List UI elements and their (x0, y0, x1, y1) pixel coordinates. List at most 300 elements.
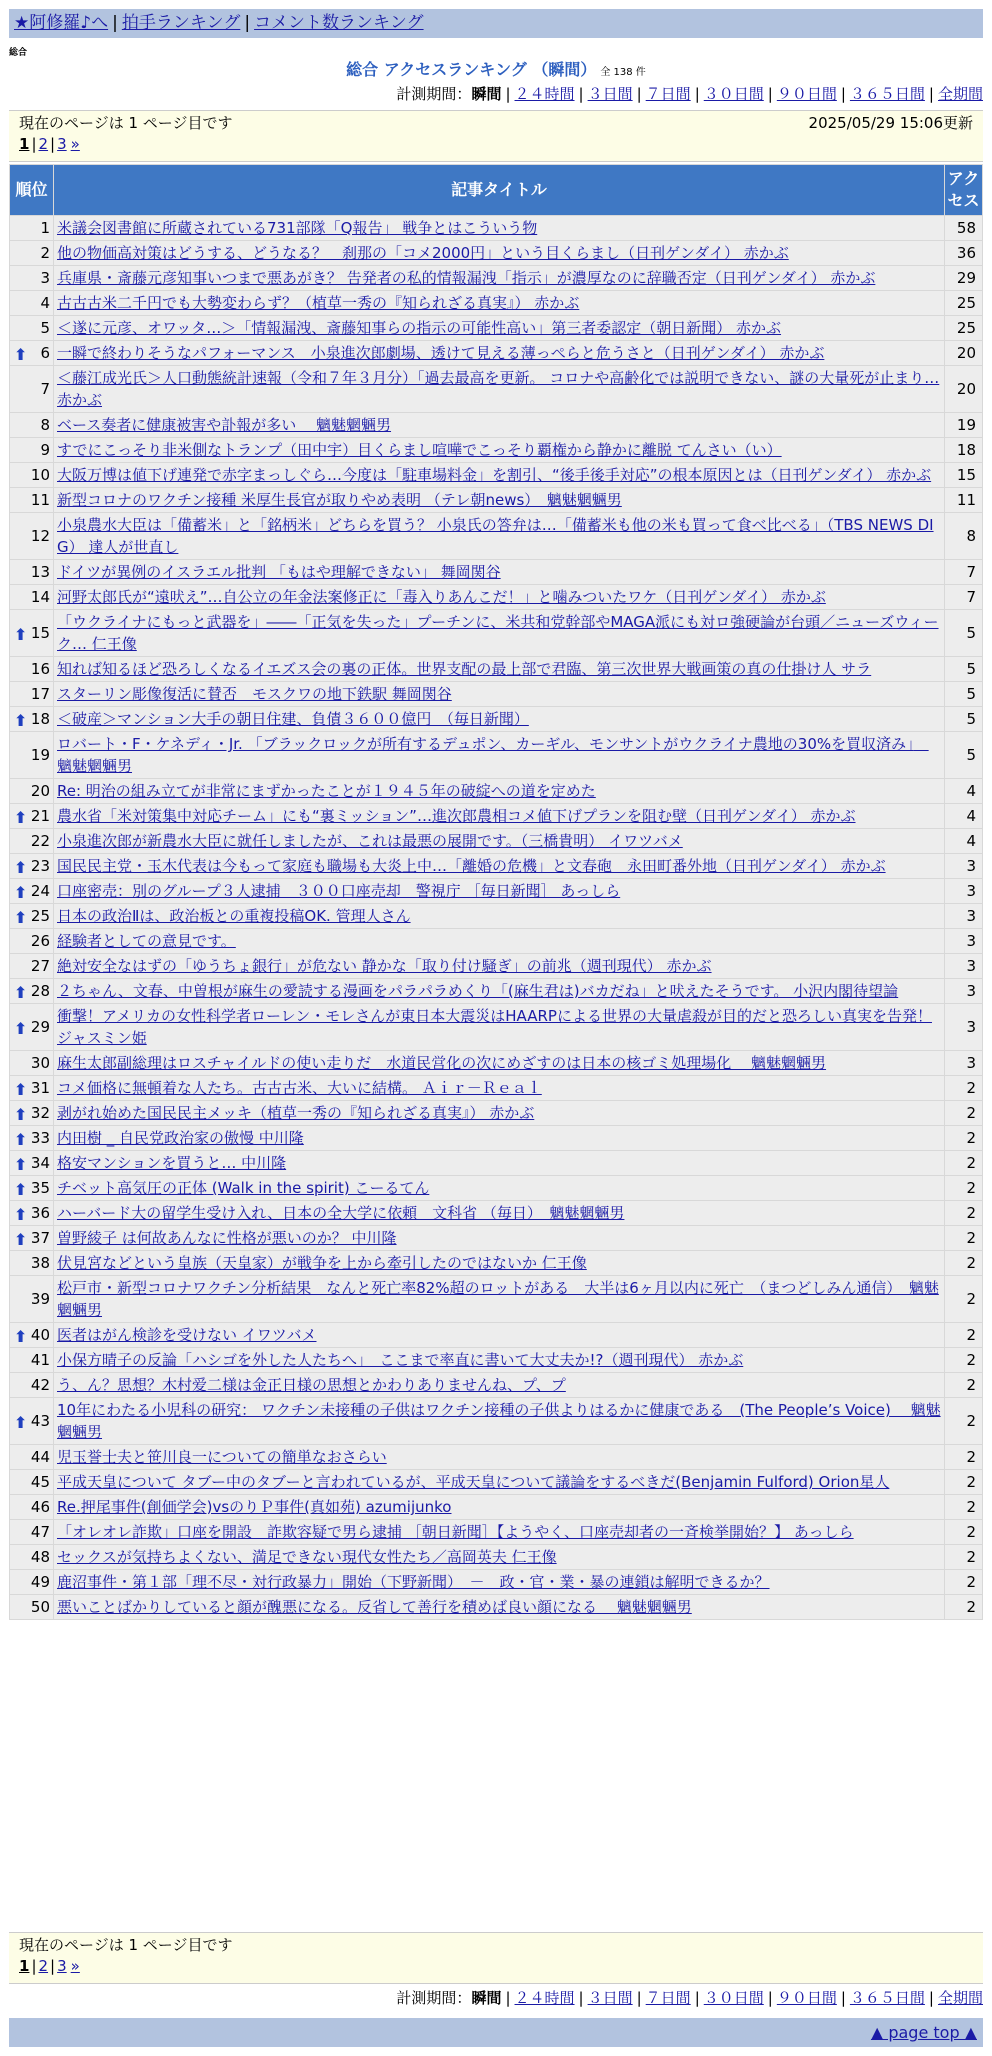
title-cell (54, 979, 945, 1004)
rank-number: 43 (30, 1412, 50, 1430)
rank-up-arrow-icon: ⬆ (14, 1180, 28, 1199)
rank-number: 26 (30, 932, 50, 950)
title-cell (54, 854, 945, 879)
rank-number: 16 (30, 660, 50, 678)
rank-cell (10, 682, 54, 707)
rank-up-arrow-icon: ⬆ (14, 858, 28, 877)
rank-number: 14 (30, 588, 50, 606)
access-count: 2 (945, 1470, 983, 1495)
article-link[interactable]: 農水省「米対策集中対応チーム」にも“裏ミッション”…進次郎農相コメ値下げプランを阻む壁（日刊ゲンダイ） 赤かぶ (57, 807, 856, 825)
access-count: 2 (945, 1226, 983, 1251)
article-link[interactable]: 麻生太郎副総理はロスチャイルドの使い走りだ 水道民営化の次にめざすのは日本の核ゴミ処理場化 魑魅魍魎男 (57, 1054, 827, 1072)
rank-cell (10, 316, 54, 341)
period-24h[interactable]: ２４時間 (514, 85, 575, 103)
page-link-2[interactable]: 2 (38, 135, 49, 153)
title-cell (54, 366, 945, 413)
rank-cell (10, 1445, 54, 1470)
access-count: 2 (945, 1545, 983, 1570)
article-link[interactable]: ドイツが異例のイスラエル批判 「もはや理解できない」 舞岡関谷 (57, 563, 501, 581)
rank-number: 42 (30, 1376, 50, 1394)
page-title-text: 総合 アクセスランキング （瞬間） (346, 60, 597, 79)
article-link[interactable]: 他の物価高対策はどうする、どうなる？ 刹那の「コメ2000円」という目くらまし（日刊ゲンダイ） 赤かぶ (57, 244, 789, 262)
table-row (10, 1398, 983, 1445)
table-row (10, 610, 983, 657)
article-link[interactable]: 兵庫県・斎藤元彦知事いつまで悪あがき？ 告発者の私的情報漏洩「指示」が濃厚なのに辞職否定（日刊ゲンダイ） 赤かぶ (57, 269, 876, 287)
rank-cell (10, 1126, 54, 1151)
rank-number: 36 (30, 1204, 50, 1222)
title-cell (54, 1373, 945, 1398)
rank-number: 34 (30, 1154, 50, 1172)
rank-cell (10, 1151, 54, 1176)
table-row (10, 1570, 983, 1595)
title-cell (54, 904, 945, 929)
article-link[interactable]: 新型コロナのワクチン接種 米厚生長官が取りやめ表明 （テレ朝news） 魑魅魍魎男 (57, 491, 622, 509)
title-cell (54, 513, 945, 560)
article-link[interactable]: 経験者としての意見です。 (57, 932, 236, 950)
title-cell (54, 488, 945, 513)
access-count: 4 (945, 829, 983, 854)
table-row (10, 854, 983, 879)
title-cell (54, 657, 945, 682)
access-count: 58 (945, 216, 983, 241)
rank-number: 6 (40, 344, 50, 362)
rank-cell (10, 1176, 54, 1201)
access-count: 3 (945, 929, 983, 954)
table-row (10, 413, 983, 438)
article-link[interactable]: 剥がれ始めた国民民主メッキ（植草一秀の『知られざる真実』） 赤かぶ (57, 1104, 535, 1122)
table-row (10, 804, 983, 829)
table-row (10, 1348, 983, 1373)
article-link[interactable]: チベット高気圧の正体 (Walk in the spirit) こーるてん (57, 1179, 430, 1197)
period-all[interactable]: 全期間 (937, 85, 983, 103)
article-link[interactable]: 伏見宮などという皇族（天皇家）が戦争を上から牽引したのではないか 仁王像 (57, 1254, 587, 1272)
access-count: 2 (945, 1151, 983, 1176)
clap-ranking-link[interactable]: 拍手ランキング (121, 13, 241, 33)
title-cell (54, 1495, 945, 1520)
header-count: アクセス (945, 165, 983, 216)
access-count: 7 (945, 560, 983, 585)
article-link[interactable]: スターリン彫像復活に賛否 モスクワの地下鉄駅 舞岡関谷 (57, 685, 452, 703)
rank-number: 19 (30, 746, 50, 764)
rank-cell (10, 854, 54, 879)
title-cell (54, 732, 945, 779)
title-cell (54, 413, 945, 438)
rank-number: 1 (40, 219, 50, 237)
title-cell (54, 1201, 945, 1226)
period-90d-bottom[interactable]: ９０日間 (776, 1989, 837, 2007)
title-cell (54, 879, 945, 904)
access-count: 2 (945, 1276, 983, 1323)
access-count: 3 (945, 954, 983, 979)
title-cell (54, 1445, 945, 1470)
rank-number: 2 (40, 244, 50, 262)
title-cell (54, 1348, 945, 1373)
rank-number: 47 (30, 1523, 50, 1541)
rank-up-arrow-icon: ⬆ (14, 1105, 28, 1124)
access-count: 20 (945, 366, 983, 413)
access-count: 8 (945, 513, 983, 560)
rank-cell (10, 413, 54, 438)
rank-number: 13 (30, 563, 50, 581)
page-link-3[interactable]: 3 (57, 135, 67, 153)
article-link[interactable]: 古古古米二千円でも大勢変わらず？（植草一秀の『知られざる真実』） 赤かぶ (57, 294, 580, 312)
article-link[interactable]: ＜遂に元彦、オワッタ…＞「情報漏洩、斎藤知事らの指示の可能性高い」第三者委認定（朝日新聞） 赤かぶ (57, 319, 782, 337)
comment-ranking-link[interactable]: コメント数ランキング (254, 13, 424, 33)
rank-number: 18 (30, 710, 50, 728)
footer-bar (9, 2018, 983, 2047)
title-cell (54, 1151, 945, 1176)
rank-up-arrow-icon: ⬆ (14, 908, 28, 927)
table-row (10, 1520, 983, 1545)
title-cell (54, 829, 945, 854)
table-row (10, 1004, 983, 1051)
table-row (10, 1445, 983, 1470)
access-count: 2 (945, 1101, 983, 1126)
title-cell (54, 610, 945, 657)
article-link[interactable]: う、ん？思想？木村爱二様は金正日様の思想とかわりありませんね、プ、プ (57, 1376, 566, 1394)
page-next-bottom[interactable]: » (70, 1957, 80, 1975)
article-link[interactable]: 内田樹 _ 自民党政治家の傲慢 中川隆 (57, 1129, 304, 1147)
table-row (10, 513, 983, 560)
rank-cell (10, 804, 54, 829)
access-count: 11 (945, 488, 983, 513)
article-link[interactable]: 鹿沼事件・第１部「理不尽・対行政暴力」開始（下野新聞） － 政・官・業・暴の連鎖は解明できるか？ (57, 1573, 770, 1591)
article-link[interactable]: 小泉進次郎が新農水大臣に就任しましたが、これは最悪の展開です。（三橋貴明） イワツバメ (57, 832, 683, 850)
access-count: 25 (945, 291, 983, 316)
access-count: 3 (945, 1004, 983, 1051)
rank-number: 3 (40, 269, 50, 287)
article-link[interactable]: すでにこっそり非米側なトランプ（田中宇）目くらまし喧嘩でこっそり覇権から静かに離脱 てんさい（い） (57, 441, 782, 459)
table-row (10, 241, 983, 266)
title-cell (54, 1323, 945, 1348)
access-count: 2 (945, 1445, 983, 1470)
access-count: 2 (945, 1126, 983, 1151)
rank-number: 38 (30, 1254, 50, 1272)
article-link[interactable]: 悪いことばかりしていると顔が醜悪になる。反省して善行を積めば良い顔になる 魑魅魍魎男 (57, 1598, 692, 1616)
rank-cell (10, 1398, 54, 1445)
article-link[interactable]: 一瞬で終わりそうなパフォーマンス 小泉進次郎劇場、透けて見える薄っぺらと危うさと（日刊ゲンダイ） 赤かぶ (57, 344, 825, 362)
access-count: 25 (945, 316, 983, 341)
period-7d-bottom[interactable]: ７日間 (645, 1989, 691, 2007)
article-link[interactable]: Re: 明治の組み立てが非常にまずかったことが１９４５年の破綻への道を定めた (57, 782, 596, 800)
article-link[interactable]: Re.押尾事件(創価学会)vsのりＰ事件(真如苑) azumijunko (57, 1498, 452, 1516)
article-link[interactable]: 「ウクライナにもっと武器を」――「正気を失った」プーチンに、米共和党幹部やMAGA派にも対ロ強硬論が台頭／ニューズウィーク… 仁王像 (57, 613, 939, 653)
article-link[interactable]: コメ価格に無頓着な人たち。古古古米、大いに結構。 Ａｉｒ－Ｒｅａｌ (57, 1079, 542, 1097)
article-link[interactable]: ハーバード大の留学生受け入れ、日本の全大学に依頼 文科省 （毎日） 魑魅魍魎男 (57, 1204, 625, 1222)
total-count: 全 138 件 (600, 67, 646, 78)
rank-number: 31 (30, 1079, 50, 1097)
table-row (10, 1051, 983, 1076)
table-row (10, 1251, 983, 1276)
period-7d[interactable]: ７日間 (645, 85, 691, 103)
article-link[interactable]: 曽野綾子 は何故あんなに性格が悪いのか？ 中川隆 (57, 1229, 397, 1247)
period-365d[interactable]: ３６５日間 (849, 85, 925, 103)
article-link[interactable]: ベース奏者に健康被害や訃報が多い 魑魅魍魎男 (57, 416, 392, 434)
page-title (0, 60, 992, 83)
rank-cell (10, 1570, 54, 1595)
updated-timestamp: 2025/05/29 15:06更新 (808, 114, 973, 132)
rank-number: 33 (30, 1129, 50, 1147)
rank-cell (10, 513, 54, 560)
period-selector-bottom: 計測期間：瞬間 | ２４時間 | ３日間 | ７日間 | ３０日間 | ９０日間 | ３６５日間 | 全期間 (396, 1989, 983, 2007)
rank-up-arrow-icon: ⬆ (14, 1327, 28, 1346)
access-count: 18 (945, 438, 983, 463)
title-cell (54, 1470, 945, 1495)
table-row (10, 560, 983, 585)
rank-number: 45 (30, 1473, 50, 1491)
access-count: 36 (945, 241, 983, 266)
article-link[interactable]: 「オレオレ詐欺」口座を開設 詐欺容疑で男ら逮捕 ［朝日新聞］【ようやく、口座売却者の一斉検挙開始？】 あっしら (57, 1523, 854, 1541)
period-365d-bottom[interactable]: ３６５日間 (849, 1989, 925, 2007)
header-rank: 順位 (10, 165, 54, 216)
rank-up-arrow-icon: ⬆ (14, 983, 28, 1002)
article-link[interactable]: 松戸市・新型コロナワクチン分析結果 なんと死亡率82%超のロットがある 大半は6ヶ月以内に死亡 （まつどしみん通信） 魑魅魍魎男 (57, 1279, 939, 1319)
rank-number: 25 (30, 907, 50, 925)
page-link-2-bottom[interactable]: 2 (38, 1957, 49, 1975)
period-90d[interactable]: ９０日間 (776, 85, 837, 103)
period-current-bottom: 瞬間 (471, 1989, 502, 2007)
access-count: 3 (945, 904, 983, 929)
rank-cell (10, 1545, 54, 1570)
article-link[interactable]: 日本の政治Ⅱは、政治板との重複投稿OK. 管理人さん (57, 907, 411, 925)
table-row (10, 732, 983, 779)
table-row (10, 438, 983, 463)
article-link[interactable]: ロバート・F・ケネディ・Jr. 「ブラックロックが所有するデュポン、カーギル、モンサントがウクライナ農地の30%を買収済み」 魑魅魍魎男 (57, 735, 929, 775)
title-cell (54, 1076, 945, 1101)
rank-cell (10, 657, 54, 682)
rank-cell (10, 1201, 54, 1226)
title-cell (54, 291, 945, 316)
article-link[interactable]: 絶対安全なはずの「ゆうちょ銀行」が危ない 静かな「取り付け騒ぎ」の前兆（週刊現代） 赤かぶ (57, 957, 712, 975)
access-count: 2 (945, 1398, 983, 1445)
category-label: 総合 (9, 48, 28, 58)
rank-cell (10, 1051, 54, 1076)
period-3d[interactable]: ３日間 (587, 85, 633, 103)
access-count: 5 (945, 610, 983, 657)
article-link[interactable]: ２ちゃん、文春、中曽根が麻生の愛読する漫画をパラパラめくり「(麻生君は)バカだね」と吠えたそうです。 小沢内閣待望論 (57, 982, 899, 1000)
rank-cell (10, 216, 54, 241)
rank-cell (10, 929, 54, 954)
access-count: 5 (945, 682, 983, 707)
rank-number: 29 (30, 1018, 50, 1036)
rank-number: 50 (30, 1598, 50, 1616)
table-row (10, 585, 983, 610)
access-count: 2 (945, 1176, 983, 1201)
header-title: 記事タイトル (54, 165, 945, 216)
rank-number: 40 (30, 1326, 50, 1344)
title-cell (54, 682, 945, 707)
access-count: 2 (945, 1348, 983, 1373)
article-link[interactable]: 河野太郎氏が“遠吠え”…自公立の年金法案修正に「毒入りあんこだ！」と噛みついたワケ（日刊ゲンダイ） 赤かぶ (57, 588, 826, 606)
article-link[interactable]: 小保方晴子の反論「ハシゴを外した人たちへ」 ここまで率直に書いて大丈夫か!?（週刊現代） 赤かぶ (57, 1351, 744, 1369)
access-count: 2 (945, 1570, 983, 1595)
rank-up-arrow-icon: ⬆ (14, 1080, 28, 1099)
article-link[interactable]: 格安マンションを買うと… 中川隆 (57, 1154, 287, 1172)
rank-cell (10, 954, 54, 979)
access-count: 5 (945, 657, 983, 682)
page-link-3-bottom[interactable]: 3 (57, 1957, 67, 1975)
period-3d-bottom[interactable]: ３日間 (587, 1989, 633, 2007)
rank-cell (10, 1323, 54, 1348)
table-row (10, 829, 983, 854)
title-cell (54, 1051, 945, 1076)
rank-cell (10, 241, 54, 266)
access-count: 2 (945, 1201, 983, 1226)
rank-cell (10, 1004, 54, 1051)
page-top-link[interactable]: ▲ page top ▲ (870, 2023, 977, 2042)
article-link[interactable]: セックスが気持ちよくない、満足できない現代女性たち／高岡英夫 仁王像 (57, 1548, 557, 1566)
rank-number: 24 (30, 882, 50, 900)
article-link[interactable]: ＜破産＞マンション大手の朝日住建、負債３６００億円 （毎日新聞） (57, 710, 529, 728)
article-link[interactable]: 口座密売：別のグループ３人逮捕 ３００口座売却 警視庁 ［毎日新聞］ あっしら (57, 882, 621, 900)
period-current: 瞬間 (471, 85, 502, 103)
rank-number: 35 (30, 1179, 50, 1197)
table-row (10, 1151, 983, 1176)
access-count: 2 (945, 1076, 983, 1101)
pager-top (9, 110, 983, 162)
article-link[interactable]: 児玉誉士夫と笹川良一についての簡単なおさらい (57, 1448, 387, 1466)
ranking-body (10, 216, 983, 1620)
rank-up-arrow-icon: ⬆ (14, 711, 28, 730)
rank-cell (10, 291, 54, 316)
title-cell (54, 341, 945, 366)
rank-number: 48 (30, 1548, 50, 1566)
rank-cell (10, 1226, 54, 1251)
access-count: 29 (945, 266, 983, 291)
rank-number: 5 (40, 319, 50, 337)
article-link[interactable]: 国民民主党・玉木代表は今もって家庭も職場も大炎上中…「離婚の危機」と文春砲 永田町番外地（日刊ゲンダイ） 赤かぶ (57, 857, 886, 875)
rank-cell (10, 879, 54, 904)
access-count: 19 (945, 413, 983, 438)
period-30d-bottom[interactable]: ３０日間 (703, 1989, 764, 2007)
rank-cell (10, 1348, 54, 1373)
title-cell (54, 585, 945, 610)
rank-number: 17 (30, 685, 50, 703)
rank-number: 15 (30, 624, 50, 642)
table-row (10, 1226, 983, 1251)
access-count: 3 (945, 979, 983, 1004)
table-row (10, 657, 983, 682)
ranking-table (9, 164, 983, 1620)
rank-number: 27 (30, 957, 50, 975)
home-link[interactable]: ★阿修羅♪へ (14, 13, 109, 33)
period-30d[interactable]: ３０日間 (703, 85, 764, 103)
rank-cell (10, 732, 54, 779)
table-row (10, 488, 983, 513)
article-link[interactable]: 衝撃！アメリカの女性科学者ローレン・モレさんが東日本大震災はHAARPによる世界の大量虐殺が目的だと恐ろしい真実を告発！ ジャスミン姫 (57, 1007, 932, 1047)
access-count: 3 (945, 1051, 983, 1076)
access-count: 5 (945, 732, 983, 779)
rank-up-arrow-icon: ⬆ (14, 1413, 28, 1432)
rank-number: 7 (40, 380, 50, 398)
rank-number: 22 (30, 832, 50, 850)
access-count: 2 (945, 1251, 983, 1276)
period-24h-bottom[interactable]: ２４時間 (514, 1989, 575, 2007)
rank-up-arrow-icon: ⬆ (14, 1155, 28, 1174)
period-all-bottom[interactable]: 全期間 (937, 1989, 983, 2007)
access-count: 7 (945, 585, 983, 610)
rank-cell (10, 341, 54, 366)
pager-bottom (9, 1932, 983, 1984)
access-count: 2 (945, 1495, 983, 1520)
title-cell (54, 707, 945, 732)
table-row (10, 291, 983, 316)
rank-number: 28 (30, 982, 50, 1000)
rank-number: 4 (40, 294, 50, 312)
period-label: 計測期間： (396, 85, 472, 103)
table-row (10, 682, 983, 707)
period-label-bottom: 計測期間： (396, 1989, 472, 2007)
page-next[interactable]: » (70, 135, 80, 153)
access-count: 4 (945, 804, 983, 829)
table-row (10, 979, 983, 1004)
period-selector-top: 計測期間：瞬間 | ２４時間 | ３日間 | ７日間 | ３０日間 | ９０日間 | ３６５日間 | 全期間 (396, 85, 983, 103)
article-link[interactable]: 米議会図書館に所蔵されている731部隊「Q報告」 戦争とはこういう物 (57, 219, 538, 237)
article-link[interactable]: 10年にわたる小児科の研究： ワクチン未接種の子供はワクチン接種の子供よりはるかに健康である (The People’s Voice) 魑魅魍魎男 (57, 1401, 941, 1441)
title-cell (54, 266, 945, 291)
table-header-row (10, 165, 983, 216)
rank-number: 20 (30, 782, 50, 800)
pagination: 1 | 2 | 3 » (19, 135, 80, 153)
rank-number: 10 (30, 466, 50, 484)
access-count: 2 (945, 1520, 983, 1545)
table-row (10, 1101, 983, 1126)
title-cell (54, 1545, 945, 1570)
table-row (10, 779, 983, 804)
rank-cell (10, 1520, 54, 1545)
article-link[interactable]: ＜藤江成光氏＞人口動態統計速報（令和７年３月分）「過去最高を更新。 コロナや高齢化では説明できない、謎の大量死が止まり… 赤かぶ (57, 369, 940, 409)
table-row (10, 1126, 983, 1151)
rank-cell (10, 438, 54, 463)
table-row (10, 879, 983, 904)
table-row (10, 1176, 983, 1201)
table-row (10, 1495, 983, 1520)
article-link[interactable]: 知れば知るほど恐ろしくなるイエズス会の裏の正体。世界支配の最上部で君臨、第三次世界大戦画策の真の仕掛け人 サラ (57, 660, 872, 678)
page-current: 1 (19, 135, 30, 153)
table-row (10, 929, 983, 954)
current-page-text-bottom: 現在のページは 1 ページ目です (19, 1936, 233, 1954)
rank-number: 41 (30, 1351, 50, 1369)
article-link[interactable]: 医者はがん検診を受けない イワツバメ (57, 1326, 317, 1344)
rank-up-arrow-icon: ⬆ (14, 1019, 28, 1038)
rank-number: 8 (40, 416, 50, 434)
rank-cell (10, 1251, 54, 1276)
article-link[interactable]: 小泉農水大臣は「備蓄米」と「銘柄米」どちらを買う？ 小泉氏の答弁は…「備蓄米も他の米も買って食べ比べる」（TBS NEWS DIG） 達人が世直し (57, 516, 934, 556)
table-row (10, 216, 983, 241)
access-count: 2 (945, 1373, 983, 1398)
table-row (10, 1076, 983, 1101)
title-cell (54, 1251, 945, 1276)
access-count: 20 (945, 341, 983, 366)
title-cell (54, 1126, 945, 1151)
article-link[interactable]: 大阪万博は値下げ連発で赤字まっしぐら…今度は「駐車場料金」を割引、“後手後手対応”の根本原因とは（日刊ゲンダイ） 赤かぶ (57, 466, 932, 484)
current-page-text: 現在のページは 1 ページ目です (19, 114, 233, 132)
access-count: 3 (945, 854, 983, 879)
article-link[interactable]: 平成天皇について タブー中のタブーと言われているが、平成天皇について議論をするべきだ(Benjamin Fulford) Orion星人 (57, 1473, 890, 1491)
nav-separator: | (112, 13, 118, 33)
table-row (10, 707, 983, 732)
table-row (10, 316, 983, 341)
title-cell (54, 1595, 945, 1620)
title-cell (54, 1520, 945, 1545)
rank-cell (10, 1101, 54, 1126)
rank-number: 44 (30, 1448, 50, 1466)
rank-cell (10, 1076, 54, 1101)
table-row (10, 954, 983, 979)
rank-cell (10, 266, 54, 291)
title-cell (54, 216, 945, 241)
title-cell (54, 779, 945, 804)
